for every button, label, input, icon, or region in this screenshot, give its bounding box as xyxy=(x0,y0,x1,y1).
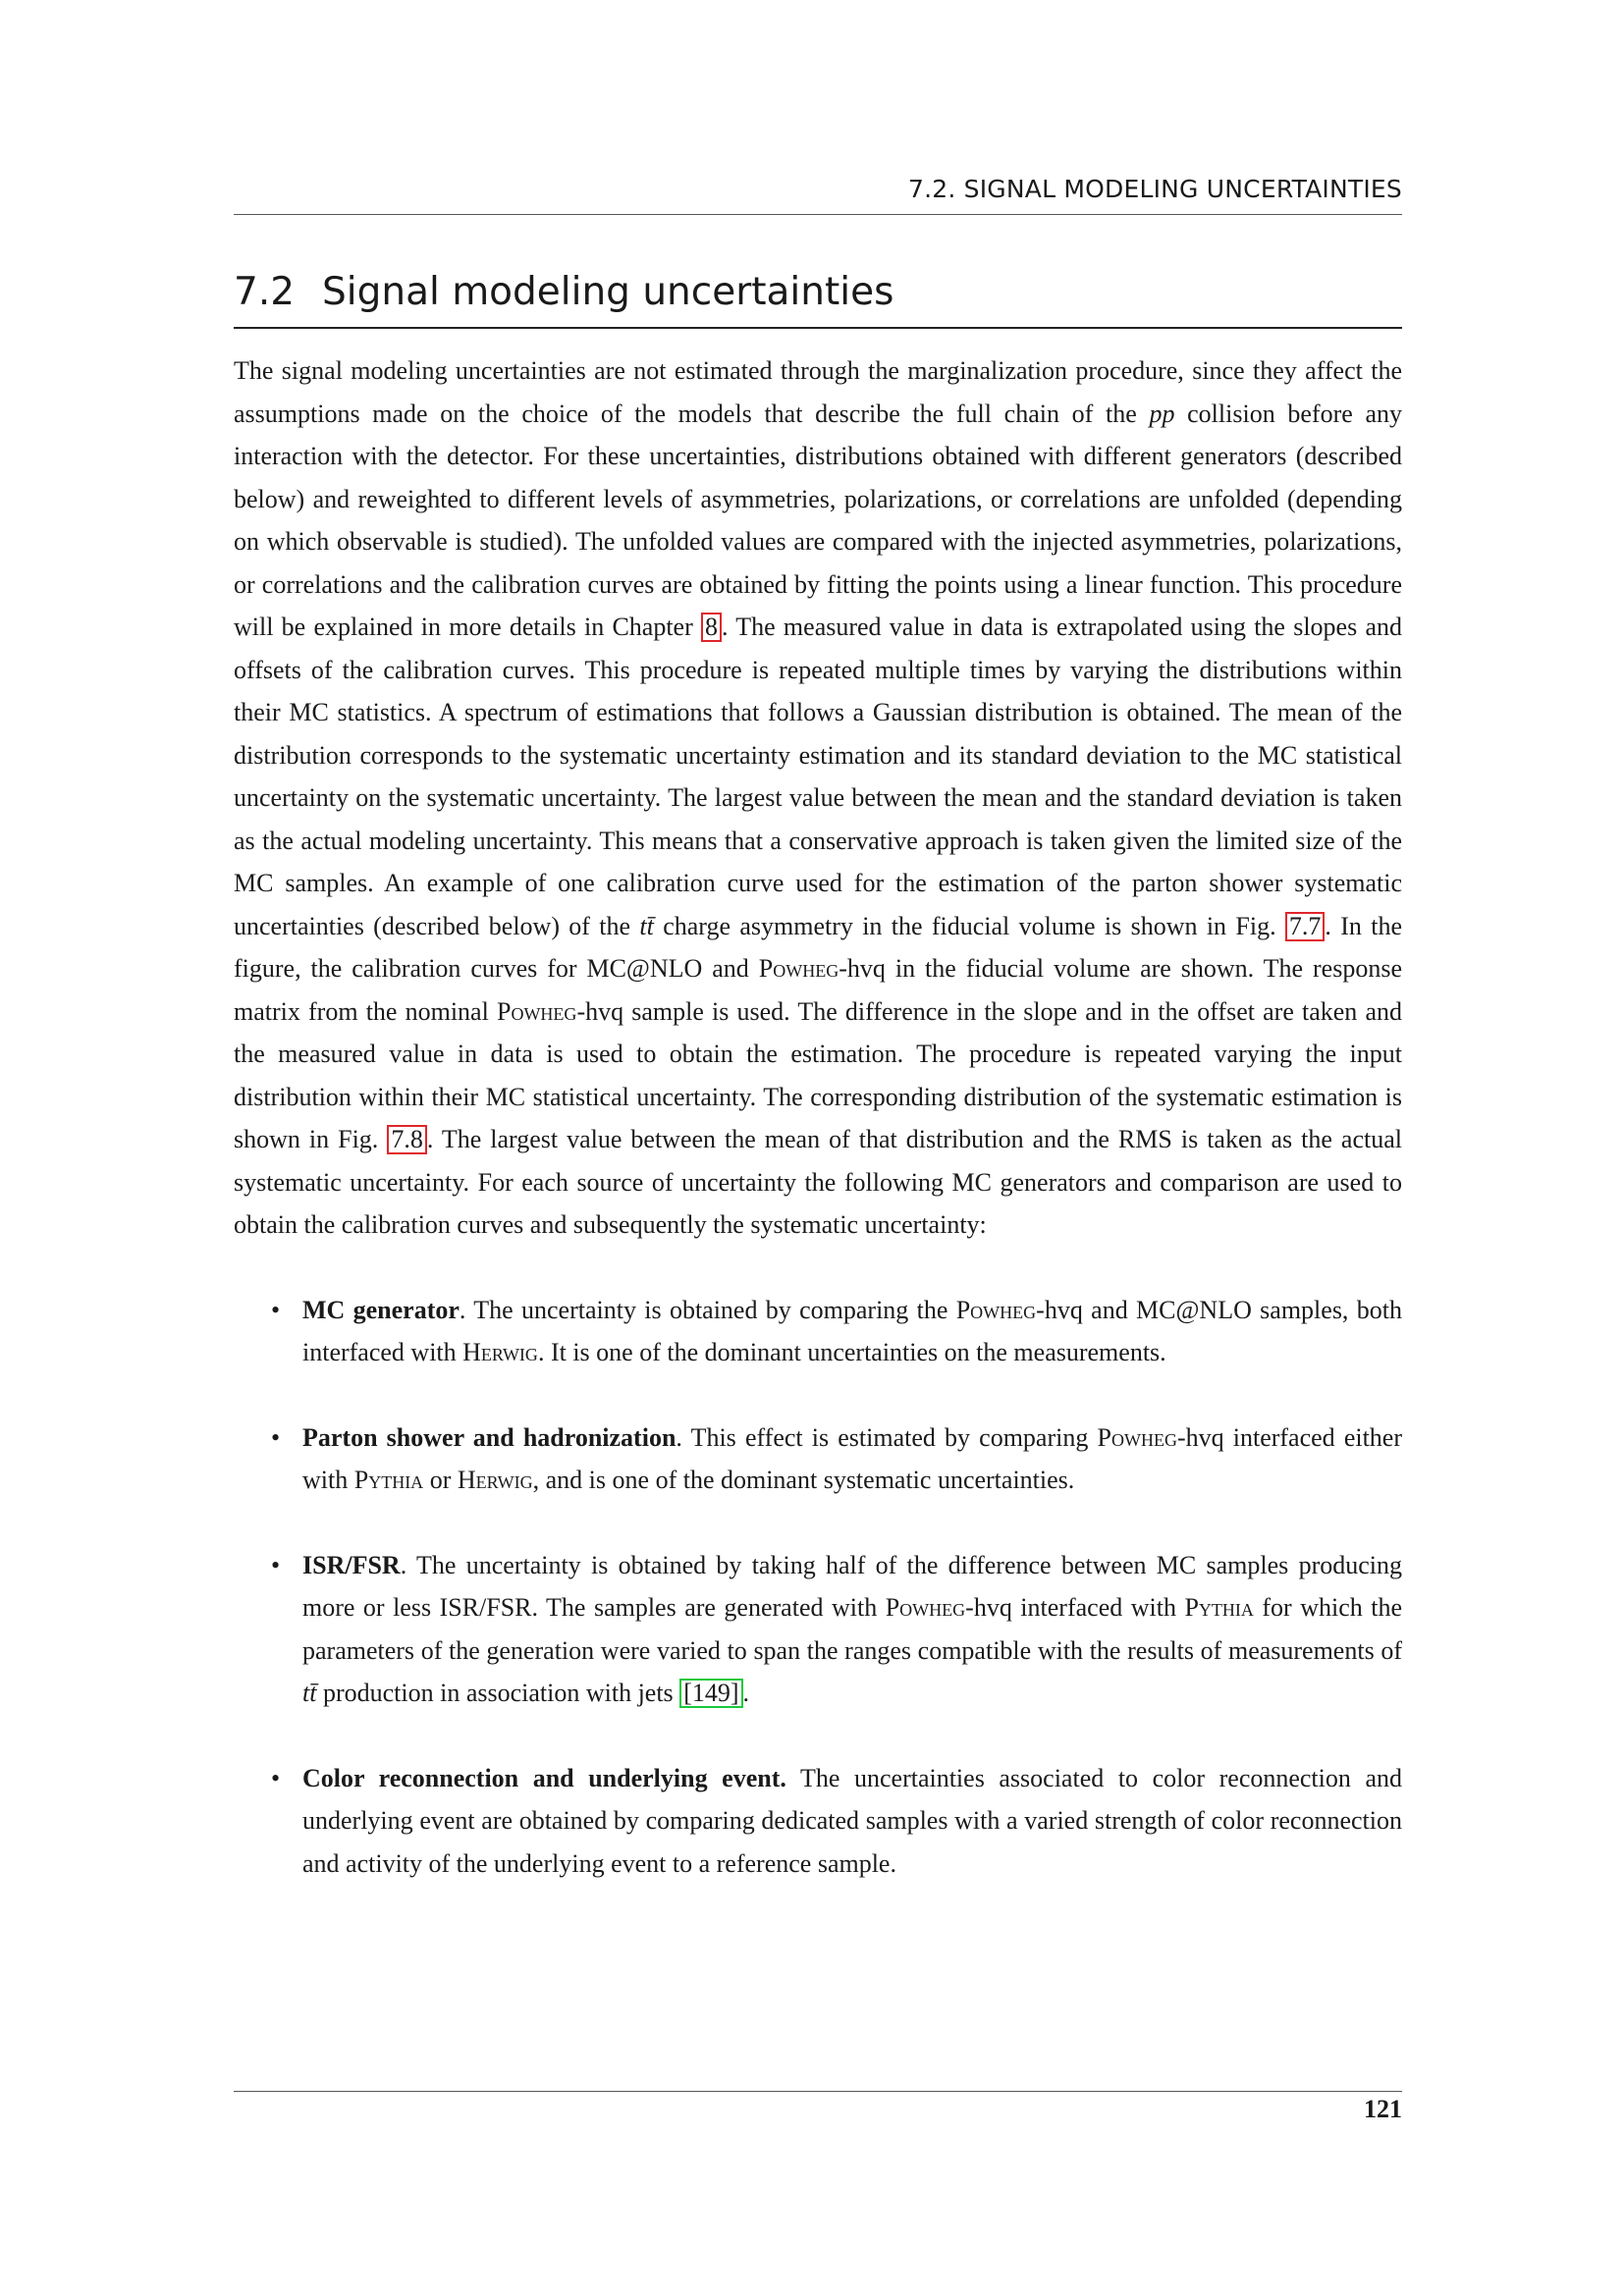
text-run: . The measured value in data is extrapolated using the slopes and offsets of the calibration curves. This procedure is repeated multiple times by varying the distributions within their MC statistics. A spectrum of estimations that follows a Gaussian distribution is obtained. The mean of the distribution corresponds to the systematic uncertainty estimation and its standard deviation to the MC statistical uncertainty on the systematic uncertainty. The largest value between the mean and the standard deviation is taken as the actual modeling uncertainty. This means that a conservative approach is taken given the limited size of the MC samples. An example of one calibration curve used for the estimation of the parton shower systematic uncertainties (described below) of the xyxy=(234,613,1402,940)
chapter-link[interactable]: 8 xyxy=(701,613,722,642)
text-run: -hvq interfaced either with xyxy=(302,1422,1402,1494)
bullet-icon: • xyxy=(271,1763,281,1792)
body-text xyxy=(234,349,1402,1885)
text-run: -hvq in the fiducial volume are shown. The response matrix from the nominal xyxy=(234,954,1402,1026)
text-run: production in association with jets xyxy=(316,1679,680,1707)
generator-name: Herwig xyxy=(462,1338,538,1366)
section-title: Signal modeling uncertainties xyxy=(322,270,894,314)
figure-link-7-8[interactable]: 7.8 xyxy=(387,1125,427,1154)
generator-name: Powheg xyxy=(496,996,577,1026)
text-run: . The uncertainty is obtained by taking half of the difference between MC samples producing more or less ISR/FSR. The samples are generated with xyxy=(302,1550,1402,1622)
text-run: . The largest value between the mean of that distribution and the RMS is taken as the actual systematic uncertainty. For each source of uncertainty the following MC generators and comparison are used to obtain the calibration curves and subsequently the systematic uncertainty: xyxy=(234,1125,1402,1239)
page-number: 121 xyxy=(1364,2095,1402,2123)
text-run: or xyxy=(423,1466,458,1494)
figure-link-7-7[interactable]: 7.7 xyxy=(1285,912,1326,941)
math-pp: pp xyxy=(1149,399,1175,428)
uncertainty-list xyxy=(234,1289,1402,1886)
text-run: collision before any interaction with the detector. For these uncertainties, distributions obtained with different generators (described below) and reweighted to different levels of asymmetries, polarizations, or correlations are unfolded (depending on which observable is studied). The unfolded values are compared with the injected asymmetries, polarizations, or correlations and the calibration curves are obtained by fitting the points using a linear function. This procedure will be explained in more details in Chapter xyxy=(234,399,1402,641)
bullet-icon: • xyxy=(271,1422,281,1452)
list-item xyxy=(234,1544,1402,1715)
footer-rule xyxy=(234,2091,1402,2092)
generator-name: Pythia xyxy=(1184,1593,1254,1622)
section-heading xyxy=(234,270,1402,314)
text-run: The signal modeling uncertainties are not estimated through the marginalization procedure, since they affect the assumptions made on the choice of the models that describe the full chain of the xyxy=(234,356,1402,428)
paragraph xyxy=(234,349,1402,1247)
math-ttbar: tt̄ xyxy=(639,911,654,940)
list-term: Color reconnection and underlying event. xyxy=(302,1763,786,1792)
text-run: . xyxy=(742,1679,750,1707)
text-run: , and is one of the dominant systematic uncertainties. xyxy=(532,1466,1075,1494)
list-item xyxy=(234,1757,1402,1886)
list-term: Parton shower and hadronization xyxy=(302,1422,677,1452)
generator-name: Pythia xyxy=(353,1466,424,1494)
generator-name: Herwig xyxy=(457,1466,533,1494)
math-ttbar: tt̄ xyxy=(302,1679,317,1707)
text-run: . The uncertainty is obtained by comparing the xyxy=(459,1295,956,1324)
text-run: . It is one of the dominant uncertainties on the measurements. xyxy=(537,1338,1166,1366)
list-item xyxy=(234,1289,1402,1374)
text-run: . In the figure, the calibration curves for MC@NLO and xyxy=(234,911,1402,983)
running-head: 7.2. SIGNAL MODELING UNCERTAINTIES xyxy=(908,175,1402,203)
bullet-icon: • xyxy=(271,1550,281,1579)
section-number: 7.2 xyxy=(234,270,296,314)
header-rule xyxy=(234,214,1402,215)
text-run: -hvq and MC@NLO samples, both interfaced with xyxy=(302,1295,1402,1366)
generator-name: Powheg xyxy=(1097,1422,1177,1452)
list-term: ISR/FSR xyxy=(302,1550,401,1579)
generator-name: Powheg xyxy=(758,954,839,983)
bullet-icon: • xyxy=(271,1295,281,1324)
text-run: -hvq interfaced with xyxy=(965,1593,1185,1622)
text-run: The uncertainties associated to color reconnection and underlying event are obtained by comparing dedicated samples with a varied strength of color reconnection and activity of the underlying event to a reference sample. xyxy=(302,1763,1402,1878)
text-run: . This effect is estimated by comparing xyxy=(676,1422,1098,1452)
text-run: -hvq sample is used. The difference in the slope and in the offset are taken and the measured value in data is used to obtain the estimation. The procedure is repeated varying the input distribution within their MC statistical uncertainty. The corresponding distribution of the systematic estimation is shown in Fig. xyxy=(234,996,1402,1153)
generator-name: Powheg xyxy=(885,1593,966,1622)
generator-name: Powheg xyxy=(955,1295,1037,1324)
citation-link[interactable]: [149] xyxy=(679,1679,742,1708)
text-run: for which the parameters of the generation were varied to span the ranges compatible with the results of measurements of xyxy=(302,1593,1403,1665)
list-term: MC generator xyxy=(302,1295,460,1324)
list-item xyxy=(234,1416,1402,1502)
text-run: charge asymmetry in the fiducial volume is shown in Fig. xyxy=(653,911,1285,940)
section-rule xyxy=(234,327,1402,329)
